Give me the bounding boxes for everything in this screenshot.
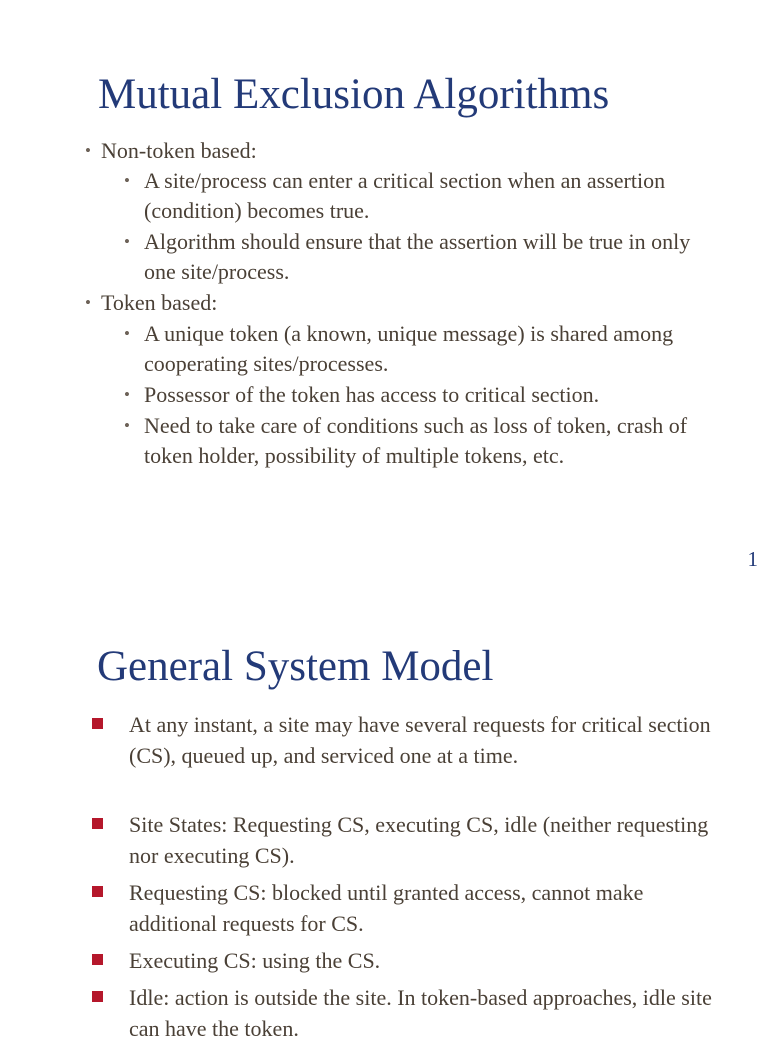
- bullet-dot-icon: •: [124, 324, 130, 343]
- square-bullet-icon: [92, 991, 103, 1002]
- bullet-text: Need to take care of conditions such as loss of token, crash of token holder, possibility of multiple tokens, etc.: [144, 413, 688, 468]
- list-item-text: Executing CS: using the CS.: [129, 948, 381, 973]
- list-item: [92, 709, 712, 771]
- bullet-dot-icon: •: [124, 232, 130, 251]
- list-item: [92, 945, 732, 976]
- bullet-dot-icon: •: [85, 293, 91, 312]
- bullet-text: A unique token (a known, unique message) is shared among cooperating sites/processes.: [144, 321, 674, 376]
- slide-title: Mutual Exclusion Algorithms: [98, 71, 610, 118]
- bullet-dot-icon: •: [124, 385, 130, 404]
- list-item-text: Site States: Requesting CS, executing CS, idle (neither requesting nor executing CS).: [129, 812, 709, 868]
- list-item: [92, 877, 692, 939]
- list-item: [92, 982, 732, 1044]
- page-number: 1: [747, 547, 758, 571]
- square-bullet-icon: [92, 886, 103, 897]
- slide-2: [0, 590, 768, 1041]
- list-item: [92, 809, 712, 871]
- bullet-dot-icon: •: [124, 416, 130, 435]
- bullet-level-2: [124, 380, 724, 410]
- list-item-text: At any instant, a site may have several requests for critical section (CS), queued up, and serviced one at a time.: [129, 712, 711, 768]
- bullet-level-2: [124, 319, 704, 379]
- bullet-text: A site/process can enter a critical section when an assertion (condition) becomes true.: [144, 168, 666, 223]
- bullet-dot-icon: •: [124, 171, 130, 190]
- bullet-level-2: [124, 166, 684, 226]
- bullet-text: Algorithm should ensure that the assertion will be true in only one site/process.: [144, 229, 691, 284]
- list-item-text: Idle: action is outside the site. In token-based approaches, idle site can have the token.: [129, 985, 712, 1041]
- bullet-text: Token based:: [101, 290, 218, 315]
- bullet-level-2: [124, 227, 714, 287]
- bullet-dot-icon: •: [85, 141, 91, 160]
- slide-title: General System Model: [97, 643, 494, 690]
- square-bullet-icon: [92, 718, 103, 729]
- list-item-text: Requesting CS: blocked until granted access, cannot make additional requests for CS.: [129, 880, 644, 936]
- square-bullet-icon: [92, 954, 103, 965]
- bullet-level-1: [85, 136, 257, 166]
- bullet-text: Possessor of the token has access to critical section.: [144, 382, 600, 407]
- bullet-text: Non-token based:: [101, 138, 257, 163]
- bullet-level-1: [85, 288, 217, 318]
- square-bullet-icon: [92, 818, 103, 829]
- bullet-level-2: [124, 411, 734, 471]
